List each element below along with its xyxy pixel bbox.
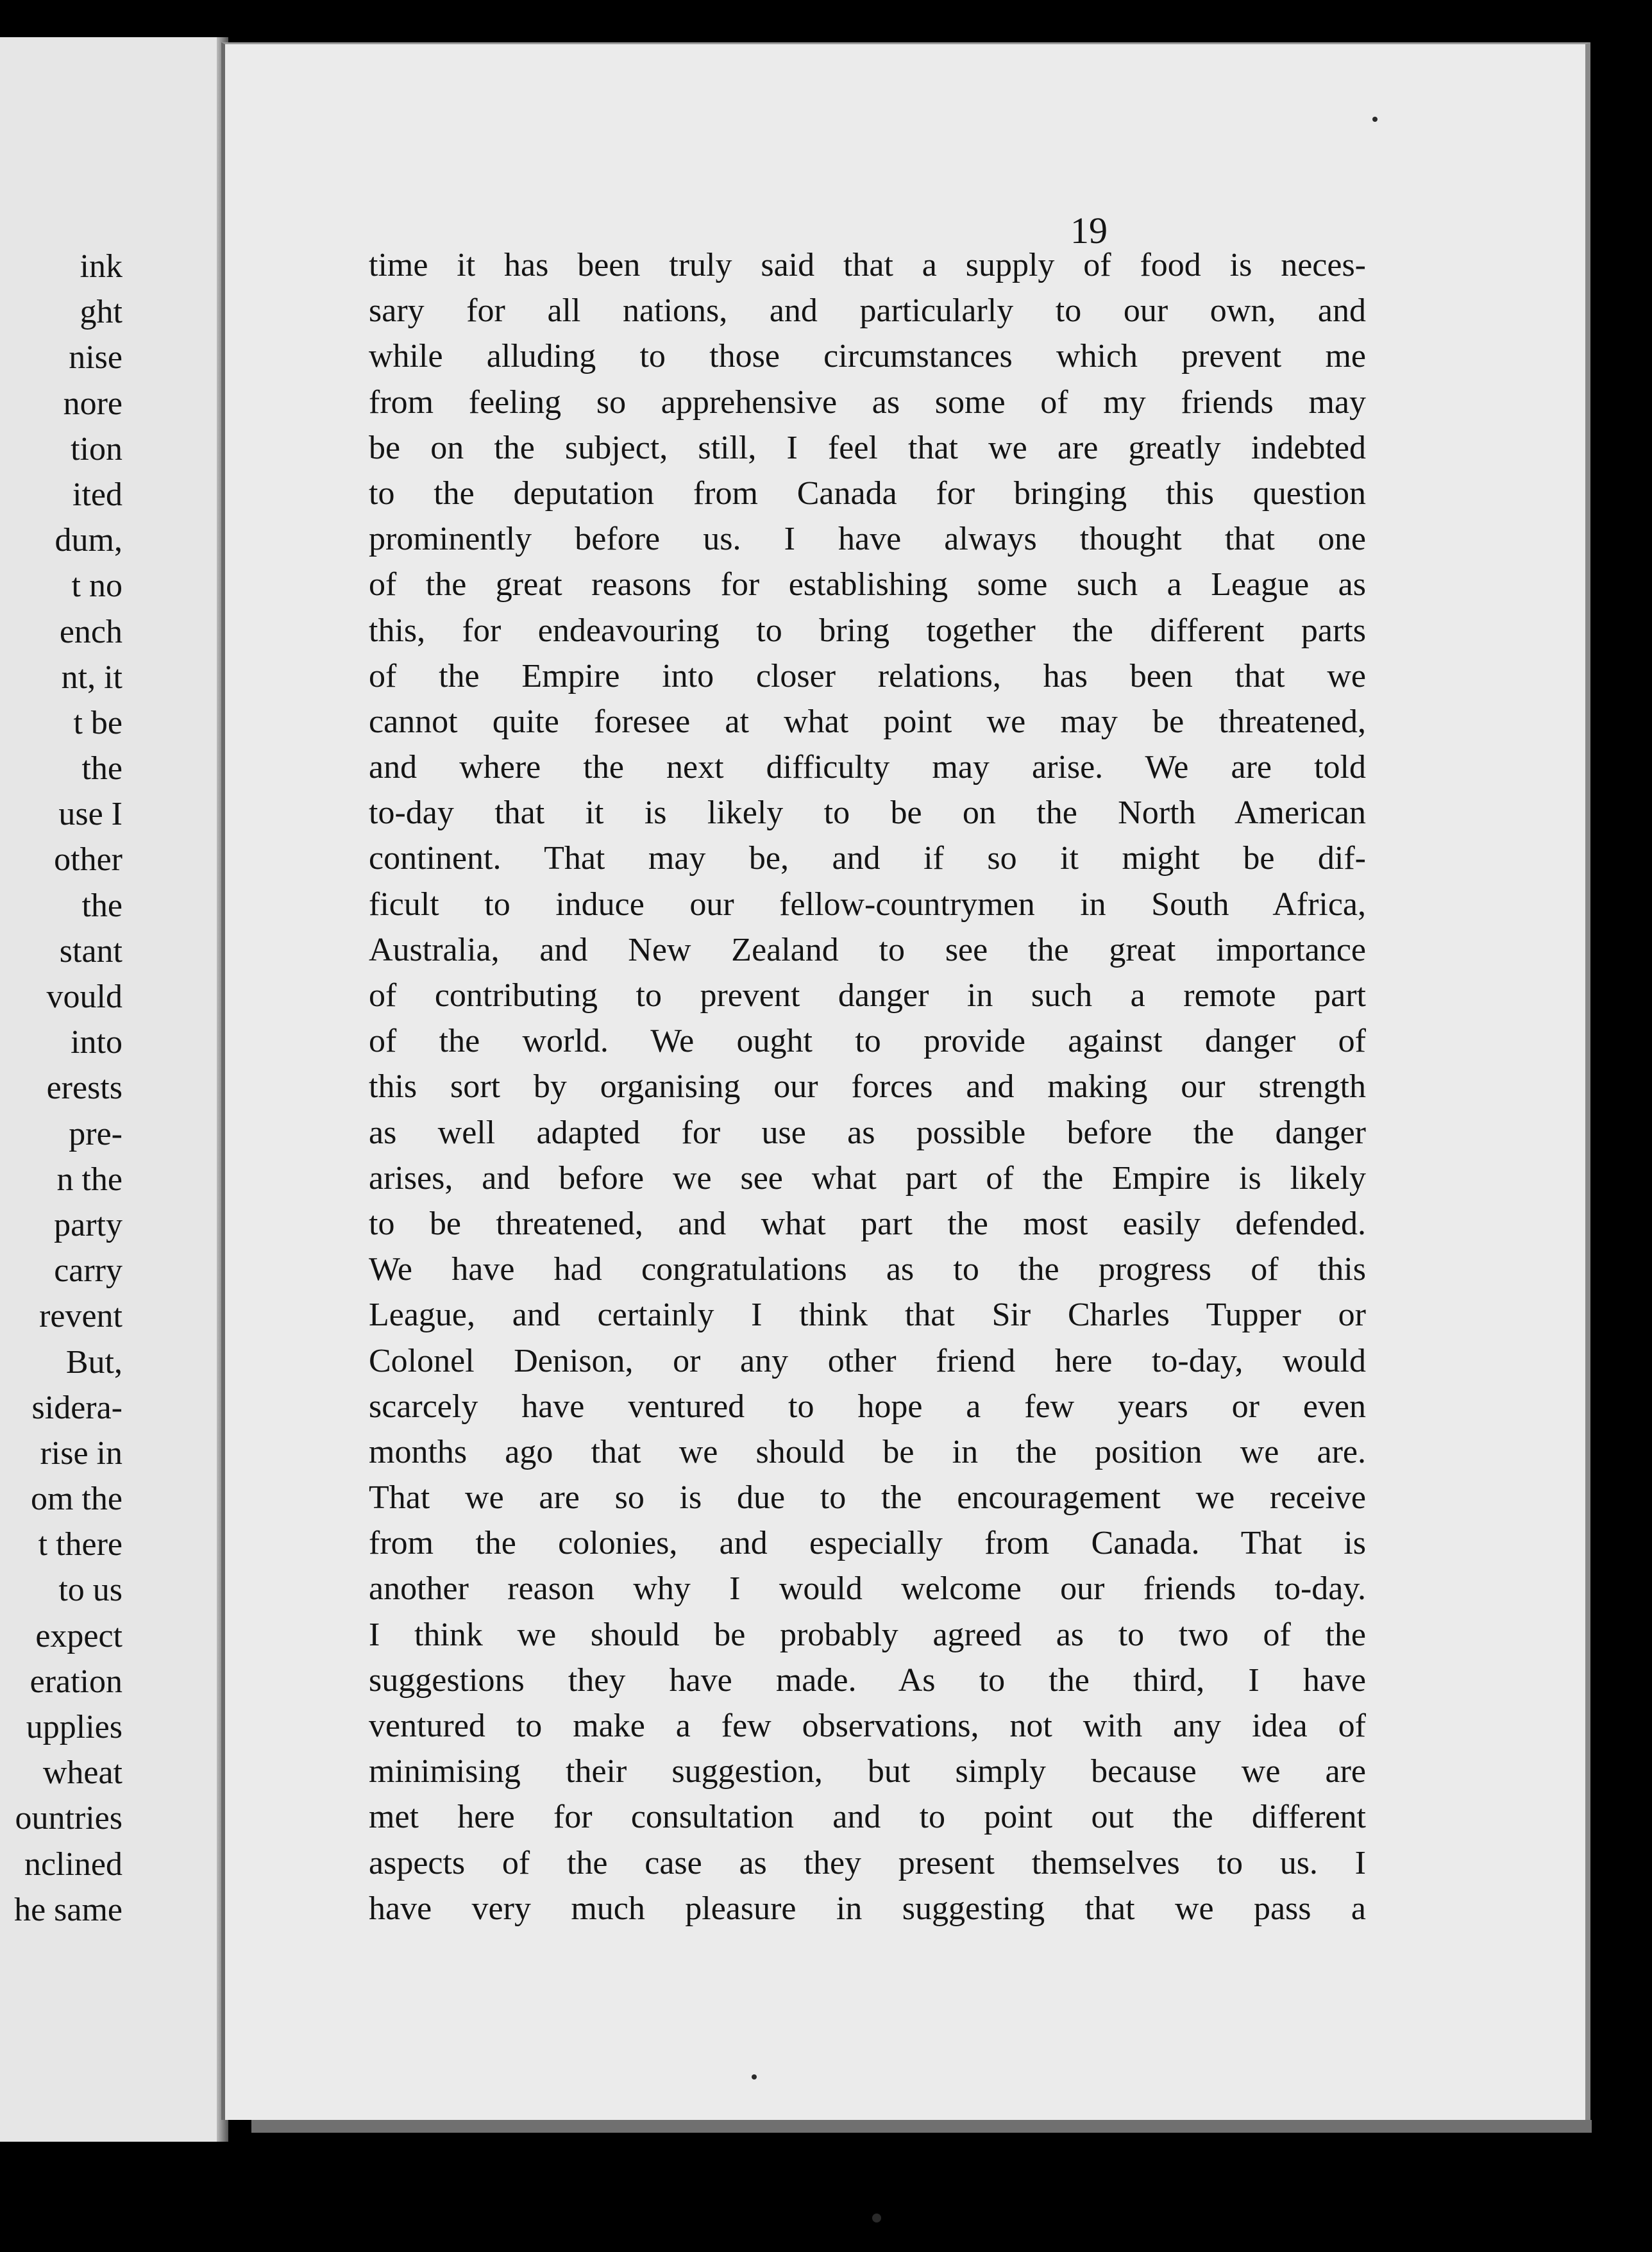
text-line: Colonel Denison, or any other friend here to-day, would [369,1342,1366,1379]
text-line: met here for consultation and to point out the different [369,1799,1366,1836]
fragment-line: use I [58,796,122,833]
fragment-line: he same [14,1891,122,1928]
fragment-line: nise [69,339,122,376]
fragment-line: t there [38,1526,122,1563]
text-line: Australia, and New Zealand to see the great importance [369,931,1366,968]
fragment-line: the [81,750,122,787]
text-line: aspects of the case as they present themselves to us. I [369,1844,1366,1881]
text-line: arises, and before we see what part of the Empire is likely [369,1159,1366,1197]
text-line: prominently before us. I have always thought that one [369,521,1366,558]
fragment-line: ited [72,476,122,513]
text-line: of the Empire into closer relations, has been that we [369,657,1366,694]
fragment-line: t be [73,704,122,741]
scan-speck [752,2074,757,2080]
text-line: ventured to make a few observations, not with any idea of [369,1708,1366,1744]
fragment-line: vould [46,979,122,1015]
fragment-line: sidera- [31,1389,122,1426]
previous-page-text [14,244,122,1933]
text-line: of the great reasons for establishing some such a League as [369,566,1366,603]
fragment-line: ght [80,294,122,331]
fragment-line: nclined [24,1845,122,1883]
text-line: League, and certainly I think that Sir Charles Tupper or [369,1297,1366,1334]
text-line: sary for all nations, and particularly to our own, and [369,292,1366,330]
text-line: cannot quite foresee at what point we may be threatened, [369,703,1366,740]
fragment-line: the [81,887,122,924]
fragment-line: pre- [69,1115,122,1152]
text-line: That we are so is due to the encouragement we receive [369,1479,1366,1517]
fragment-line: revent [39,1298,122,1335]
fragment-line: into [71,1024,122,1061]
fragment-line: tion [71,430,122,467]
page-number: 19 [1070,210,1108,251]
fragment-line: om the [31,1481,122,1518]
text-line: months ago that we should be in the position we are. [369,1433,1366,1470]
text-line: while alluding to those circumstances which prevent me [369,338,1366,375]
fragment-line: carry [54,1252,122,1290]
body-text [369,242,1366,1931]
fragment-line: expect [35,1617,122,1654]
text-line: to be threatened, and what part the most easily defended. [369,1205,1366,1242]
text-line: scarcely have ventured to hope a few years or even [369,1388,1366,1425]
fragment-line: to us [58,1572,122,1609]
fragment-line: n the [56,1161,122,1198]
text-line: continent. That may be, and if so it might be dif- [369,840,1366,877]
fragment-line: other [54,841,122,878]
text-line: of the world. We ought to provide against danger of [369,1023,1366,1060]
text-line: have very much pleasure in suggesting that we pass a [369,1890,1366,1927]
text-line: from feeling so apprehensive as some of my friends may [369,383,1366,421]
previous-page-fragment [0,37,228,2142]
scan-speck [1372,117,1378,122]
text-line: another reason why I would welcome our friends to-day. [369,1570,1366,1608]
text-line: We have had congratulations as to the progress of this [369,1251,1366,1288]
text-line: suggestions they have made. As to the third, I have [369,1661,1366,1699]
text-line: from the colonies, and especially from Canada. That is [369,1525,1366,1562]
fragment-line: erests [46,1070,122,1107]
fragment-line: ountries [15,1800,122,1837]
text-line: as well adapted for use as possible before the danger [369,1114,1366,1151]
text-line: time it has been truly said that a supply of food is neces- [369,247,1366,283]
scan-speck [872,2214,881,2223]
fragment-line: stant [59,932,122,970]
text-line: to-day that it is likely to be on the North American [369,794,1366,832]
text-line: I think we should be probably agreed as to two of the [369,1616,1366,1653]
text-line: minimising their suggestion, but simply because we are [369,1753,1366,1790]
fragment-line: nore [63,385,122,422]
fragment-line: wheat [42,1754,122,1792]
fragment-line: nt, it [61,659,122,696]
fragment-line: party [54,1206,122,1243]
text-line: of contributing to prevent danger in such a remote part [369,977,1366,1014]
fragment-line: upplies [26,1709,122,1745]
text-line: this, for endeavouring to bring together the different parts [369,612,1366,649]
text-line: to the deputation from Canada for bringing this question [369,475,1366,512]
fragment-line: eration [30,1663,122,1700]
text-line: and where the next difficulty may arise. We are told [369,749,1366,786]
page-edge-shadow [251,2120,1592,2133]
fragment-line: rise in [40,1434,122,1472]
fragment-line: t no [71,567,122,605]
fragment-line: ench [59,613,122,650]
fragment-line: ink [80,248,122,285]
text-line: ficult to induce our fellow-countrymen in South Africa, [369,886,1366,923]
fragment-line: But, [65,1343,122,1381]
fragment-line: dum, [55,522,122,559]
text-line: this sort by organising our forces and making our strength [369,1068,1366,1105]
text-line: be on the subject, still, I feel that we are greatly indebted [369,429,1366,466]
